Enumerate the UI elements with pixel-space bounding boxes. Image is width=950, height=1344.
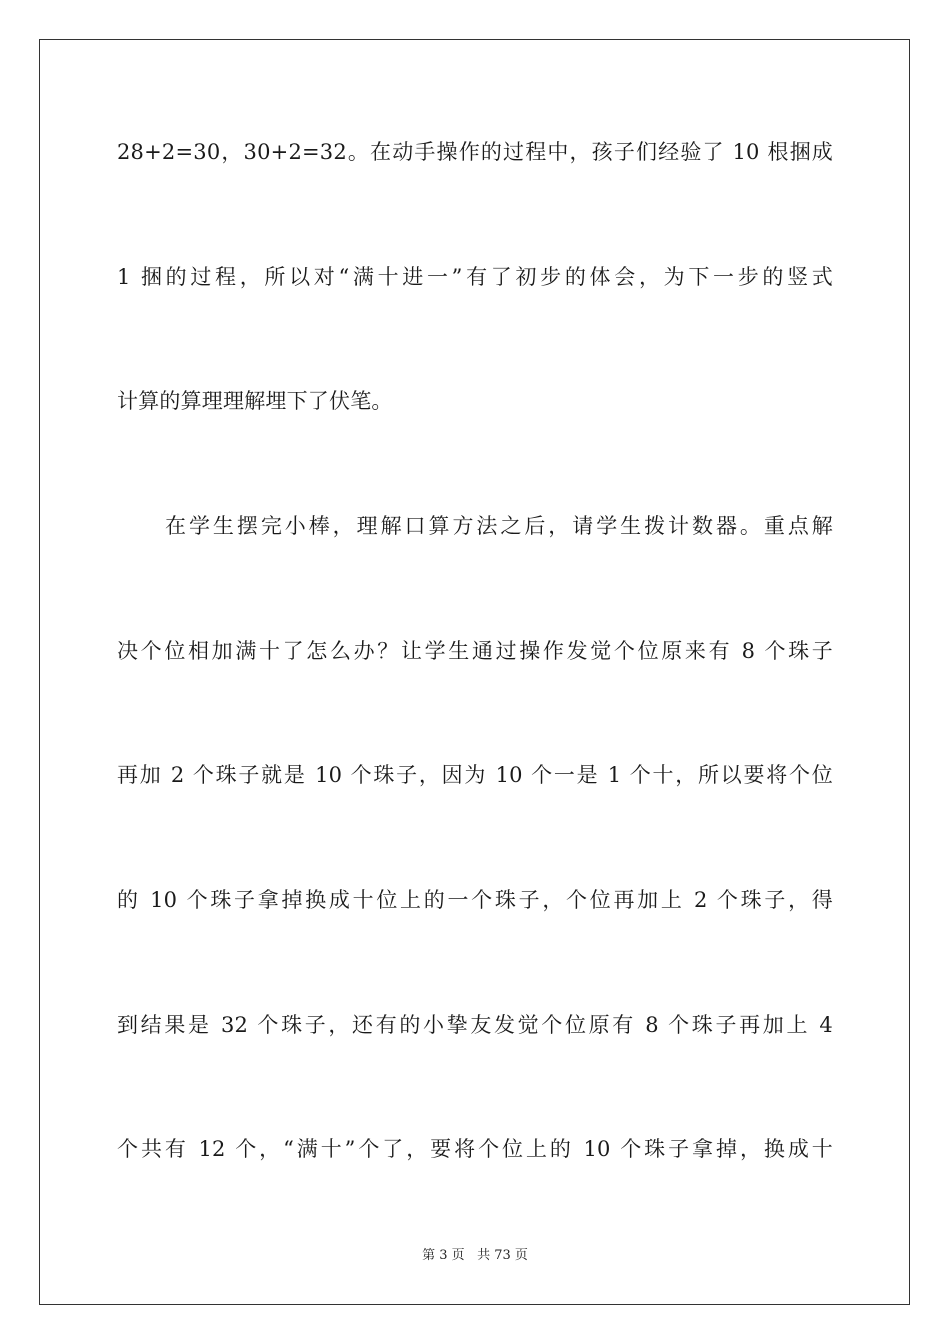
- page-border: [39, 39, 910, 1305]
- total-pages: 共 73 页: [477, 1248, 528, 1263]
- text-line-2: 1 捆的过程，所以对“满十进一”有了初步的体会，为下一步的竖式: [117, 265, 833, 289]
- text-line-4: 在学生摆完小棒，理解口算方法之后，请学生拨计数器。重点解: [165, 514, 833, 538]
- page-number: 第 3 页: [422, 1248, 465, 1263]
- text-line-9: 个共有 12 个，“满十”个了，要将个位上的 10 个珠子拿掉，换成十: [117, 1137, 833, 1161]
- text-line-6: 再加 2 个珠子就是 10 个珠子，因为 10 个一是 1 个十，所以要将个位: [117, 763, 833, 787]
- text-line-8: 到结果是 32 个珠子，还有的小挚友发觉个位原有 8 个珠子再加上 4: [117, 1013, 833, 1037]
- text-line-3: 计算的算理理解埋下了伏笔。: [117, 389, 393, 413]
- text-line-7: 的 10 个珠子拿掉换成十位上的一个珠子，个位再加上 2 个珠子，得: [117, 888, 833, 912]
- page-footer: [0, 1247, 950, 1265]
- text-line-5: 决个位相加满十了怎么办？让学生通过操作发觉个位原来有 8 个珠子: [117, 639, 833, 663]
- text-line-1: 28+2=30，30+2=32。在动手操作的过程中，孩子们经验了 10 根捆成: [117, 140, 833, 164]
